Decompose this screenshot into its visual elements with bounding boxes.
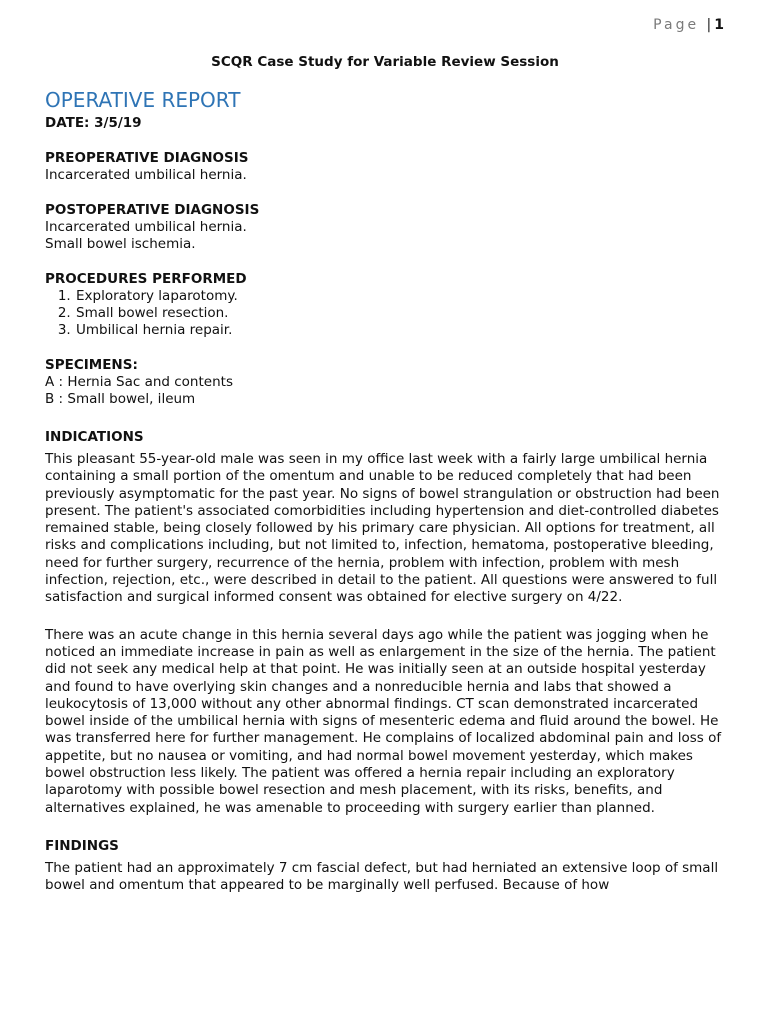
findings-paragraph: The patient had an approximately 7 cm fascial defect, but had herniated an extensive loop of small bowel and omentum that appeared to be marginally well perfused. Because of how: [45, 859, 719, 894]
postop-line: Incarcerated umbilical hernia.: [45, 219, 247, 235]
indications-paragraph: There was an acute change in this hernia several days ago while the patient was jogging when he noticed an immediate increase in pain as well as enlargement in the size of the hernia. The patient did not seek any medical help at that point. He was initially seen at an outside hospital yesterday and found to have overlying skin changes and a nonreducible hernia and labs that showed a leukocytosis of 13,000 without any other abnormal findings. CT scan demonstrated incarcerated bowel inside of the umbilical hernia with signs of mesenteric edema and fluid around the bowel. He was transferred here for further management. He complains of localized abdominal pain and loss of appetite, but no nausea or vomiting, and had normal bowel movement yesterday, which makes bowel obstruction less likely. The patient was offered a hernia repair including an exploratory laparotomy with possible bowel resection and mesh placement, with its risks, benefits, and alternatives explained, he was amenable to proceeding with surgery earlier than planned.: [45, 626, 722, 816]
page-label: Page: [653, 17, 700, 33]
preop-line: Incarcerated umbilical hernia.: [45, 167, 247, 183]
procedure-item: 2. Small bowel resection.: [75, 305, 735, 322]
report-date: DATE: 3/5/19: [45, 115, 142, 131]
document-title: SCQR Case Study for Variable Review Session: [211, 54, 559, 70]
postop-heading: POSTOPERATIVE DIAGNOSIS: [45, 202, 260, 218]
preop-heading: PREOPERATIVE DIAGNOSIS: [45, 150, 249, 166]
procedures-heading: PROCEDURES PERFORMED: [45, 271, 247, 287]
procedure-item: 3. Umbilical hernia repair.: [75, 322, 735, 339]
report-title: OPERATIVE REPORT: [45, 88, 241, 112]
page-number: 1: [714, 17, 724, 33]
indications-heading: INDICATIONS: [45, 429, 144, 445]
report-body: [45, 86, 735, 895]
specimen-line: B : Small bowel, ileum: [45, 391, 196, 407]
page-number-header: [653, 17, 724, 33]
procedures-list: [45, 288, 735, 339]
indications-paragraph: This pleasant 55-year-old male was seen in my office last week with a fairly large umbilical hernia containing a small portion of the omentum and unable to be reduced completely that had been previously asymptomatic for the past year. No signs of bowel strangulation or obstruction had been present. The patient's associated comorbidities including hypertension and diet-controlled diabetes remained stable, being closely followed by his primary care physician. All options for treatment, all risks and complications including, but not limited to, infection, hematoma, postoperative bleeding, need for further surgery, recurrence of the hernia, problem with infection, problem with mesh infection, rejection, etc., were described in detail to the patient. All questions were answered to full satisfaction and surgical informed consent was obtained for elective surgery on 4/22.: [45, 451, 720, 606]
findings-heading: FINDINGS: [45, 837, 119, 854]
specimens-heading: SPECIMENS:: [45, 357, 138, 373]
procedure-item: 1. Exploratory laparotomy.: [75, 288, 735, 305]
page-separator: |: [706, 17, 712, 33]
specimen-line: A : Hernia Sac and contents: [45, 374, 233, 390]
postop-line: Small bowel ischemia.: [45, 236, 196, 252]
